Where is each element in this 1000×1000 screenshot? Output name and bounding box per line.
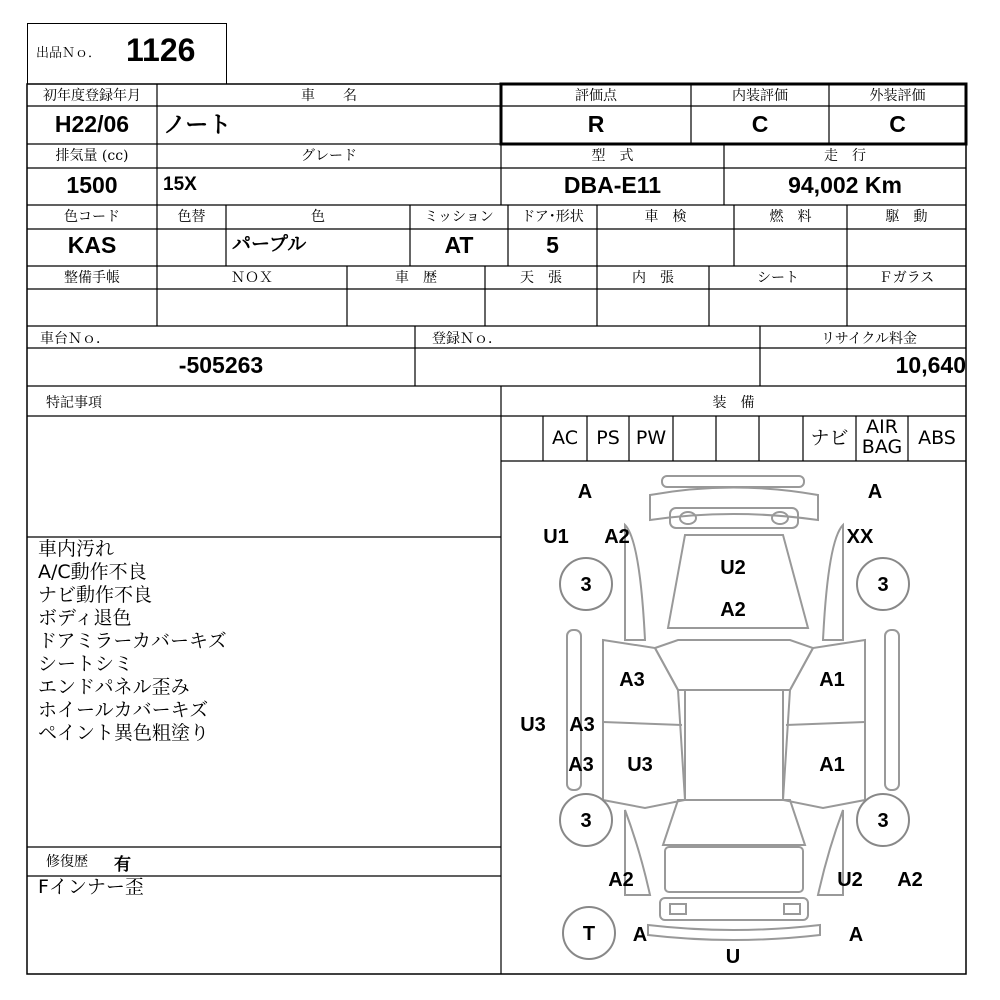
interior-label: 内装評価: [732, 88, 788, 104]
mark-tire-rr: 3: [877, 810, 889, 832]
car-name-label: 車 名: [301, 88, 357, 104]
first-reg-value: H22/06: [54, 111, 130, 137]
seat-label: シート: [757, 270, 799, 286]
nox-label: ＮＯＸ: [231, 270, 273, 286]
mark-l-rear-door-u: U3: [627, 754, 653, 776]
mark-bumper-u: U: [725, 946, 741, 968]
color-change-label: 色替: [177, 209, 206, 225]
mark-front-right: A: [867, 481, 883, 503]
equipment-item-ps: PS: [596, 427, 620, 449]
door-shape-value: 5: [546, 232, 559, 258]
grade-label: グレード: [301, 148, 357, 164]
color-value: パープル: [232, 234, 307, 255]
lot-number: 1126: [126, 32, 196, 68]
grade-value: 15X: [163, 174, 197, 195]
fuel-label: 燃 料: [769, 209, 812, 225]
equipment-item-ac: AC: [552, 427, 578, 449]
color-code-label: 色コード: [64, 209, 120, 225]
mark-bumper-r: A: [848, 924, 864, 946]
mark-fl-fender-a: A2: [604, 526, 630, 548]
mark-l-rear-door: A3: [568, 754, 594, 776]
displacement-label: 排気量 (cc): [55, 148, 129, 164]
equipment-item-pw: PW: [635, 427, 667, 449]
displacement-value: 1500: [66, 172, 118, 198]
exterior-label: 外装評価: [869, 88, 926, 104]
mark-fr-fender: XX: [846, 526, 874, 548]
recycle-label: リサイクル料金: [820, 331, 918, 347]
mark-l-rocker-u: U3: [520, 714, 546, 736]
repair-note: Fインナー歪: [38, 876, 144, 898]
repair-label: 修復歴: [46, 854, 88, 870]
mark-hood-2: A2: [720, 599, 746, 621]
mark-l-front-door: A3: [619, 669, 645, 691]
remark-line: A/C動作不良: [38, 561, 147, 583]
equipment-item-abs: ABS: [918, 427, 956, 449]
maintenance-label: 整備手帳: [64, 270, 120, 286]
mark-spare: T: [582, 923, 596, 945]
exterior-value: C: [889, 111, 906, 137]
mark-r-rear-door: A1: [819, 754, 845, 776]
remark-line: シートシミ: [38, 653, 134, 675]
mark-rear-r-u: U2: [837, 869, 863, 891]
remarks-label: 特記事項: [46, 395, 102, 411]
mark-l-rocker-a: A3: [569, 714, 595, 736]
remark-line: ナビ動作不良: [38, 584, 153, 606]
chassis-label: 車台Ｎｏ．: [40, 331, 110, 347]
interior-trim-label: 内 張: [632, 270, 674, 286]
remark-line: 車内汚れ: [38, 538, 115, 560]
equipment-label: 装 備: [712, 395, 755, 411]
remark-line: ドアミラーカバーキズ: [38, 630, 227, 652]
inspection-label: 車 検: [644, 209, 687, 225]
repair-value: 有: [114, 855, 131, 875]
mileage-value: 94,002 Km: [788, 172, 902, 198]
mark-bumper-l: A: [632, 924, 648, 946]
recycle-value: 10,640: [895, 352, 966, 378]
chassis-value: -505263: [178, 352, 264, 378]
mark-tire-fl: 3: [580, 574, 592, 596]
door-shape-label: ドア･形状: [521, 209, 584, 225]
color-code-value: KAS: [67, 232, 117, 258]
mileage-label: 走 行: [824, 148, 866, 164]
score-label: 評価点: [575, 88, 617, 104]
equipment-item-airbag: AIR BAG: [861, 416, 903, 458]
model-value: DBA-E11: [563, 172, 662, 198]
remark-line: ペイント異色粗塗り: [38, 722, 210, 744]
remark-line: エンドパネル歪み: [38, 676, 190, 698]
car-diagram: [501, 461, 966, 974]
car-name-value: ノート: [163, 111, 232, 137]
first-reg-label: 初年度登録年月: [43, 88, 141, 104]
history-label: 車 歴: [395, 270, 437, 286]
equipment-item-navi: ナビ: [810, 427, 849, 449]
model-label: 型 式: [591, 148, 634, 164]
mark-rear-l: A2: [608, 869, 634, 891]
remark-line: ホイールカバーキズ: [38, 699, 209, 721]
transmission-label: ミッション: [424, 209, 494, 225]
remark-line: ボディ退色: [38, 607, 132, 629]
roof-label: 天 張: [520, 270, 562, 286]
mark-front-left: A: [577, 481, 593, 503]
score-value: R: [587, 111, 605, 137]
transmission-value: AT: [444, 232, 474, 258]
mark-tire-rl: 3: [580, 810, 592, 832]
mark-fl-fender-u: U1: [543, 526, 569, 548]
mark-rear-r-a: A2: [897, 869, 923, 891]
mark-r-front-door: A1: [819, 669, 845, 691]
fglass-label: Ｆガラス: [878, 270, 935, 286]
color-label: 色: [311, 209, 325, 225]
lot-label: 出品Ｎｏ．: [36, 46, 102, 61]
drive-label: 駆 動: [885, 209, 928, 225]
interior-value: C: [751, 111, 769, 137]
mark-hood-1: U2: [720, 557, 746, 579]
mark-tire-fr: 3: [877, 574, 889, 596]
registration-label: 登録Ｎｏ．: [432, 331, 502, 347]
